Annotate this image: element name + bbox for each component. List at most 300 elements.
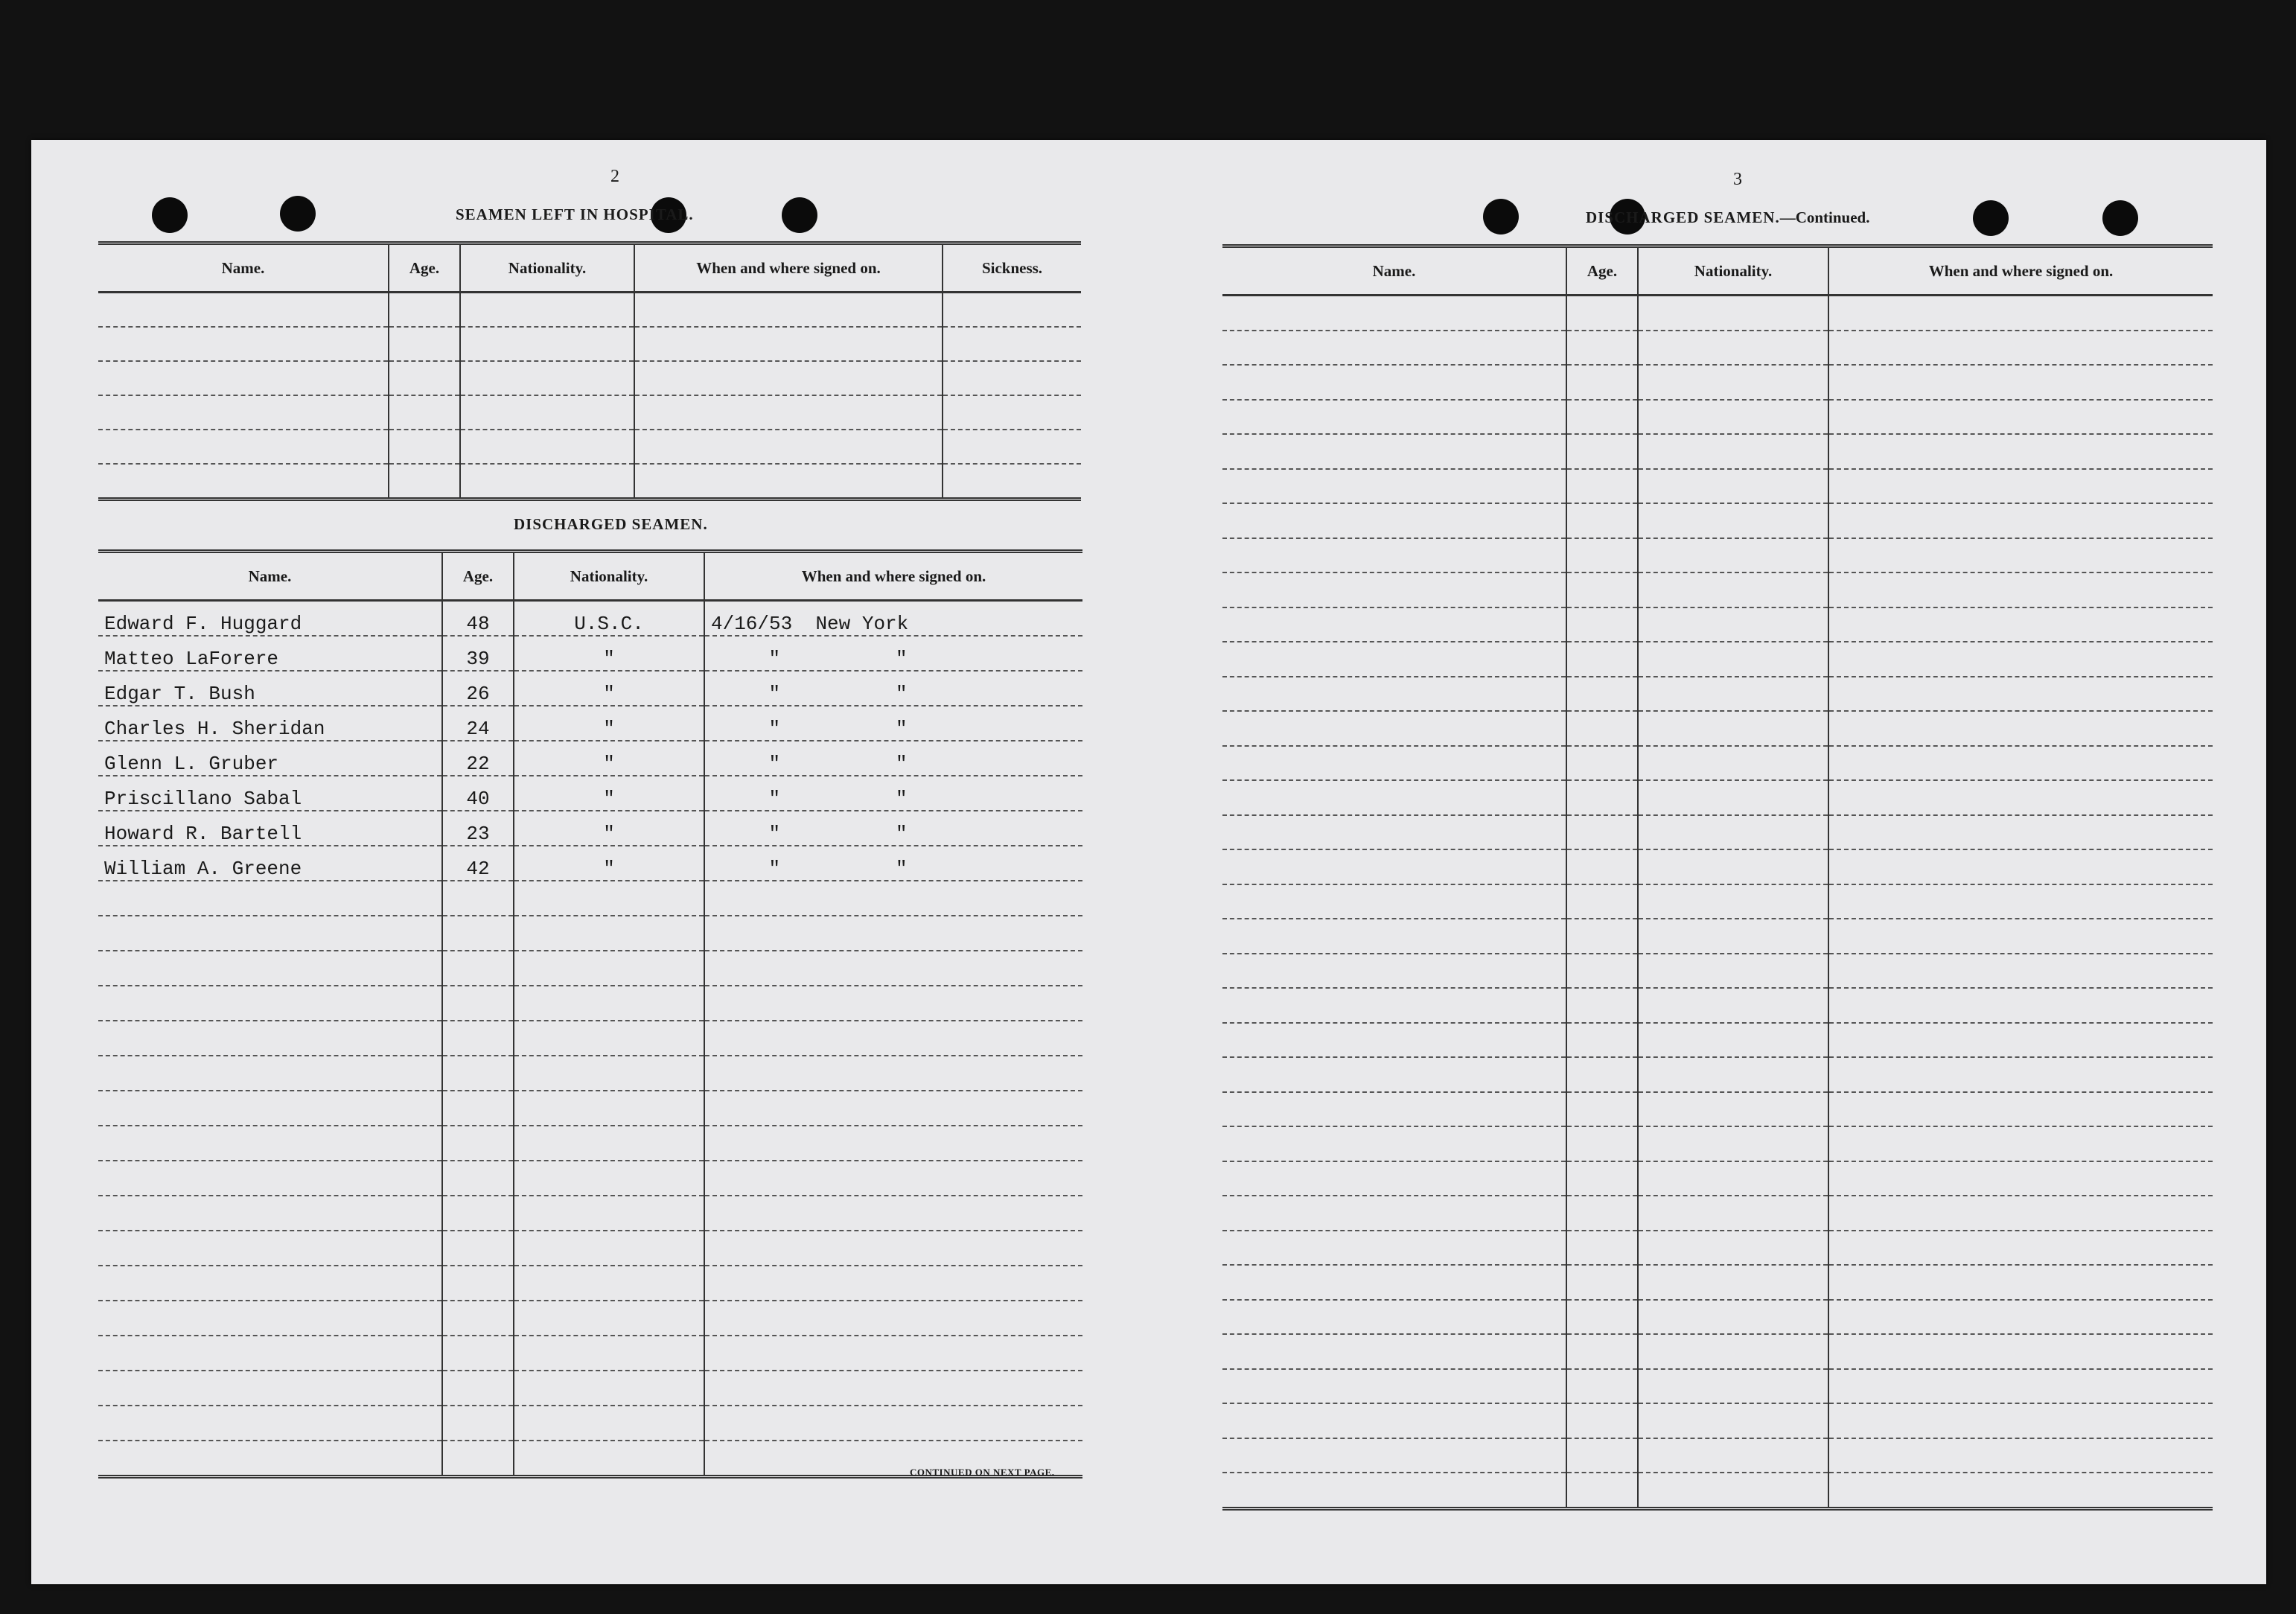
empty-table-row <box>1222 677 2213 712</box>
empty-table-row <box>1222 1300 2213 1335</box>
discharged-table <box>98 549 1082 1479</box>
continued-header-row <box>1222 246 2213 296</box>
empty-table-row <box>98 951 1082 986</box>
seaman-signed-on <box>704 671 1082 706</box>
empty-cell <box>1222 1403 1566 1438</box>
seaman-nationality: " <box>514 671 704 706</box>
empty-table-row <box>1222 849 2213 884</box>
empty-cell <box>98 1091 442 1126</box>
seaman-name: Glenn L. Gruber <box>98 741 442 776</box>
seaman-signed-on <box>704 776 1082 811</box>
seaman-nationality: " <box>514 776 704 811</box>
empty-cell <box>514 986 704 1021</box>
empty-cell <box>98 881 442 916</box>
empty-cell <box>704 1266 1082 1301</box>
empty-cell <box>1222 365 1566 400</box>
empty-cell <box>98 395 389 430</box>
empty-cell <box>1828 1334 2213 1369</box>
table-row <box>98 601 1082 637</box>
empty-cell <box>98 1021 442 1056</box>
empty-cell <box>1828 538 2213 573</box>
seaman-signed-on <box>704 846 1082 881</box>
empty-cell <box>1638 607 1828 642</box>
empty-cell <box>1222 331 1566 366</box>
empty-table-row <box>98 293 1081 328</box>
empty-cell <box>704 1091 1082 1126</box>
empty-table-row <box>1222 1092 2213 1127</box>
empty-cell <box>704 1406 1082 1441</box>
col-name-header: Name. <box>248 567 292 585</box>
empty-cell <box>634 327 943 361</box>
empty-cell <box>1638 711 1828 746</box>
empty-cell <box>1828 1265 2213 1300</box>
col-name-header: Name. <box>221 258 265 277</box>
empty-cell <box>98 1126 442 1161</box>
empty-cell <box>704 1161 1082 1196</box>
empty-cell <box>1638 503 1828 538</box>
seaman-nationality: U.S.C. <box>514 601 704 637</box>
empty-table-row <box>1222 815 2213 850</box>
empty-cell <box>1222 572 1566 607</box>
empty-cell <box>1638 849 1828 884</box>
empty-cell <box>1828 711 2213 746</box>
empty-cell <box>1222 884 1566 919</box>
col-name-header: Name. <box>1372 261 1416 280</box>
empty-table-row <box>1222 884 2213 919</box>
empty-cell <box>98 1231 442 1266</box>
empty-table-row <box>98 1336 1082 1371</box>
empty-cell <box>389 361 460 395</box>
empty-cell <box>1828 1023 2213 1058</box>
empty-table-row <box>98 1091 1082 1126</box>
empty-cell <box>98 1371 442 1406</box>
empty-cell <box>1566 815 1638 850</box>
empty-cell <box>389 327 460 361</box>
empty-cell <box>1828 572 2213 607</box>
empty-cell <box>98 1266 442 1301</box>
empty-table-row <box>1222 503 2213 538</box>
empty-cell <box>1566 711 1638 746</box>
seaman-name: William A. Greene <box>98 846 442 881</box>
empty-cell <box>442 1336 514 1371</box>
empty-cell <box>1638 642 1828 677</box>
empty-cell <box>1566 607 1638 642</box>
empty-cell <box>1638 365 1828 400</box>
empty-cell <box>704 1301 1082 1336</box>
empty-cell <box>1828 607 2213 642</box>
page-number: 2 <box>610 167 619 186</box>
empty-cell <box>1566 1438 1638 1473</box>
empty-cell <box>1222 1057 1566 1092</box>
empty-cell <box>704 986 1082 1021</box>
table-row <box>98 811 1082 846</box>
seaman-signed-on <box>704 811 1082 846</box>
seaman-age: 22 <box>442 741 514 776</box>
empty-table-row <box>98 395 1081 430</box>
empty-cell <box>98 1441 442 1477</box>
empty-table-row <box>1222 1161 2213 1196</box>
empty-cell <box>1638 815 1828 850</box>
empty-cell <box>1222 503 1566 538</box>
empty-table-row <box>1222 746 2213 781</box>
empty-cell <box>1828 884 2213 919</box>
empty-table-row <box>1222 572 2213 607</box>
signed-place: " <box>895 718 908 740</box>
empty-table-row <box>98 464 1081 500</box>
empty-cell <box>1828 503 2213 538</box>
empty-cell <box>1222 988 1566 1023</box>
signed-place: " <box>895 823 908 845</box>
empty-cell <box>1638 1334 1828 1369</box>
empty-cell <box>1222 1161 1566 1196</box>
empty-cell <box>1222 780 1566 815</box>
empty-cell <box>1566 296 1638 331</box>
empty-table-row <box>1222 434 2213 469</box>
empty-cell <box>1828 1473 2213 1508</box>
seaman-age: 40 <box>442 776 514 811</box>
empty-cell <box>1566 884 1638 919</box>
empty-cell <box>1222 607 1566 642</box>
col-nationality-header: Nationality. <box>1638 246 1828 296</box>
empty-cell <box>1828 331 2213 366</box>
empty-cell <box>1566 1092 1638 1127</box>
empty-cell <box>1828 1126 2213 1161</box>
empty-cell <box>1638 884 1828 919</box>
empty-cell <box>1566 1334 1638 1369</box>
empty-table-row <box>98 1161 1082 1196</box>
empty-cell <box>514 1441 704 1477</box>
empty-cell <box>442 1056 514 1091</box>
col-signed-on-header: When and where signed on. <box>704 552 1082 601</box>
empty-table-row <box>1222 919 2213 954</box>
empty-table-row <box>1222 1473 2213 1508</box>
signed-place: " <box>895 648 908 670</box>
empty-table-row <box>1222 642 2213 677</box>
empty-cell <box>98 464 389 500</box>
empty-cell <box>1566 1369 1638 1404</box>
col-sickness-header: Sickness. <box>943 243 1081 293</box>
empty-cell <box>1566 746 1638 781</box>
empty-cell <box>1828 400 2213 435</box>
empty-cell <box>1828 1300 2213 1335</box>
col-nationality-header: Nationality. <box>514 552 704 601</box>
empty-table-row <box>1222 1334 2213 1369</box>
empty-cell <box>1828 1231 2213 1266</box>
empty-cell <box>98 327 389 361</box>
empty-cell <box>1222 1473 1566 1508</box>
empty-cell <box>442 916 514 951</box>
empty-table-row <box>1222 607 2213 642</box>
empty-cell <box>1828 746 2213 781</box>
empty-cell <box>442 1126 514 1161</box>
empty-table-row <box>98 916 1082 951</box>
empty-cell <box>1828 434 2213 469</box>
empty-cell <box>460 430 634 464</box>
empty-table-row <box>98 986 1082 1021</box>
empty-table-row <box>1222 954 2213 989</box>
left-page <box>98 167 1118 1569</box>
empty-cell <box>704 1336 1082 1371</box>
empty-cell <box>1828 1438 2213 1473</box>
signed-date: " <box>768 648 781 670</box>
empty-cell <box>1638 1161 1828 1196</box>
table-row <box>98 706 1082 741</box>
empty-cell <box>1566 677 1638 712</box>
empty-cell <box>1638 331 1828 366</box>
empty-cell <box>704 1021 1082 1056</box>
col-age-header: Age. <box>1566 246 1638 296</box>
empty-cell <box>1828 469 2213 504</box>
empty-cell <box>1566 1126 1638 1161</box>
empty-cell <box>1828 954 2213 989</box>
seaman-age: 39 <box>442 636 514 671</box>
empty-cell <box>460 395 634 430</box>
empty-cell <box>1638 746 1828 781</box>
empty-cell <box>1222 919 1566 954</box>
empty-cell <box>514 1371 704 1406</box>
empty-cell <box>1638 1023 1828 1058</box>
seaman-name: Charles H. Sheridan <box>98 706 442 741</box>
empty-cell <box>1638 434 1828 469</box>
seaman-nationality: " <box>514 811 704 846</box>
empty-cell <box>1222 815 1566 850</box>
empty-table-row <box>1222 1023 2213 1058</box>
empty-cell <box>1828 849 2213 884</box>
seaman-nationality: " <box>514 636 704 671</box>
empty-cell <box>1566 1265 1638 1300</box>
col-age-header: Age. <box>442 552 514 601</box>
empty-table-row <box>1222 1403 2213 1438</box>
empty-cell <box>1566 1231 1638 1266</box>
empty-table-row <box>1222 711 2213 746</box>
empty-cell <box>442 1371 514 1406</box>
empty-cell <box>98 1406 442 1441</box>
seaman-name: Howard R. Bartell <box>98 811 442 846</box>
empty-cell <box>704 1231 1082 1266</box>
empty-cell <box>1566 1300 1638 1335</box>
empty-cell <box>1828 1161 2213 1196</box>
seaman-age: 23 <box>442 811 514 846</box>
empty-cell <box>1222 1196 1566 1231</box>
empty-cell <box>1222 954 1566 989</box>
empty-cell <box>1566 538 1638 573</box>
empty-cell <box>98 951 442 986</box>
empty-cell <box>1638 1196 1828 1231</box>
section-title-suffix: —Continued. <box>1779 208 1870 226</box>
empty-cell <box>1638 469 1828 504</box>
empty-cell <box>1222 1334 1566 1369</box>
empty-cell <box>704 916 1082 951</box>
empty-cell <box>442 1021 514 1056</box>
empty-cell <box>1638 954 1828 989</box>
empty-cell <box>1638 1057 1828 1092</box>
empty-cell <box>1828 988 2213 1023</box>
empty-cell <box>389 464 460 500</box>
empty-cell <box>1566 780 1638 815</box>
empty-table-row <box>98 361 1081 395</box>
seaman-name: Edward F. Huggard <box>98 601 442 637</box>
empty-cell <box>1222 1265 1566 1300</box>
empty-table-row <box>98 1231 1082 1266</box>
empty-table-row <box>1222 469 2213 504</box>
hospital-section-title: SEAMEN LEFT IN HOSPITAL. <box>456 205 694 223</box>
empty-cell <box>943 395 1081 430</box>
empty-cell <box>98 1056 442 1091</box>
empty-cell <box>1222 711 1566 746</box>
empty-cell <box>1828 919 2213 954</box>
empty-cell <box>1566 1161 1638 1196</box>
page-number: 3 <box>1733 170 1742 189</box>
empty-cell <box>460 293 634 328</box>
empty-cell <box>460 464 634 500</box>
signed-place: New York <box>815 613 909 635</box>
discharged-continued-title <box>1586 208 1869 227</box>
col-signed-on-header: When and where signed on. <box>1828 246 2213 296</box>
empty-cell <box>1566 331 1638 366</box>
empty-cell <box>1566 988 1638 1023</box>
empty-cell <box>943 430 1081 464</box>
discharged-section-title: DISCHARGED SEAMEN. <box>514 515 708 533</box>
empty-table-row <box>1222 296 2213 331</box>
empty-cell <box>1828 1369 2213 1404</box>
empty-table-row <box>98 1266 1082 1301</box>
empty-cell <box>1222 400 1566 435</box>
empty-cell <box>1566 919 1638 954</box>
seaman-nationality: " <box>514 741 704 776</box>
empty-cell <box>514 1231 704 1266</box>
empty-table-row <box>1222 1196 2213 1231</box>
empty-cell <box>1638 572 1828 607</box>
empty-cell <box>514 1021 704 1056</box>
empty-cell <box>1222 469 1566 504</box>
empty-table-row <box>98 1056 1082 1091</box>
empty-cell <box>1638 1231 1828 1266</box>
table-row <box>98 636 1082 671</box>
empty-cell <box>442 881 514 916</box>
empty-cell <box>943 464 1081 500</box>
empty-cell <box>514 1126 704 1161</box>
empty-table-row <box>1222 365 2213 400</box>
empty-cell <box>442 986 514 1021</box>
empty-cell <box>389 430 460 464</box>
col-signed-on-header: When and where signed on. <box>634 243 943 293</box>
signed-date: " <box>768 753 781 775</box>
empty-cell <box>1638 988 1828 1023</box>
empty-cell <box>704 951 1082 986</box>
empty-cell <box>1566 1023 1638 1058</box>
empty-cell <box>514 1301 704 1336</box>
empty-cell <box>98 361 389 395</box>
empty-cell <box>704 1371 1082 1406</box>
empty-cell <box>1566 1473 1638 1508</box>
empty-table-row <box>1222 1438 2213 1473</box>
empty-cell <box>98 1336 442 1371</box>
hospital-table <box>98 241 1081 501</box>
empty-cell <box>1638 296 1828 331</box>
empty-table-row <box>98 327 1081 361</box>
empty-cell <box>1566 1057 1638 1092</box>
seaman-signed-on <box>704 741 1082 776</box>
empty-cell <box>514 1091 704 1126</box>
empty-cell <box>1222 1300 1566 1335</box>
empty-cell <box>1638 677 1828 712</box>
empty-cell <box>98 1161 442 1196</box>
table-row <box>98 741 1082 776</box>
seaman-name: Priscillano Sabal <box>98 776 442 811</box>
empty-cell <box>1828 642 2213 677</box>
empty-cell <box>1638 400 1828 435</box>
empty-cell <box>98 986 442 1021</box>
empty-cell <box>1638 1438 1828 1473</box>
signed-place: " <box>895 858 908 880</box>
empty-cell <box>1222 677 1566 712</box>
empty-cell <box>704 1126 1082 1161</box>
empty-cell <box>514 881 704 916</box>
hospital-header-row <box>98 243 1081 293</box>
table-row <box>98 846 1082 881</box>
empty-cell <box>1828 1057 2213 1092</box>
empty-cell <box>442 1441 514 1477</box>
signed-date: " <box>768 683 781 705</box>
empty-cell <box>389 395 460 430</box>
signed-place: " <box>895 788 908 810</box>
empty-cell <box>1828 677 2213 712</box>
empty-table-row <box>98 1021 1082 1056</box>
empty-cell <box>1638 538 1828 573</box>
seaman-signed-on <box>704 601 1082 637</box>
empty-table-row <box>1222 1126 2213 1161</box>
empty-cell <box>634 464 943 500</box>
seaman-name: Edgar T. Bush <box>98 671 442 706</box>
col-age-header: Age. <box>389 243 460 293</box>
seaman-age: 26 <box>442 671 514 706</box>
seaman-signed-on <box>704 706 1082 741</box>
empty-cell <box>514 1161 704 1196</box>
empty-cell <box>1222 538 1566 573</box>
empty-table-row <box>98 1196 1082 1231</box>
empty-cell <box>514 951 704 986</box>
empty-table-row <box>98 1126 1082 1161</box>
empty-table-row <box>98 1301 1082 1336</box>
empty-cell <box>442 1161 514 1196</box>
empty-cell <box>460 327 634 361</box>
empty-cell <box>1566 434 1638 469</box>
seaman-nationality: " <box>514 846 704 881</box>
empty-cell <box>1222 1023 1566 1058</box>
seaman-age: 24 <box>442 706 514 741</box>
empty-table-row <box>1222 538 2213 573</box>
seaman-signed-on <box>704 636 1082 671</box>
empty-cell <box>442 1266 514 1301</box>
right-page <box>1222 170 2235 1569</box>
empty-cell <box>389 293 460 328</box>
empty-cell <box>1566 469 1638 504</box>
empty-cell <box>1566 503 1638 538</box>
signed-date: " <box>768 788 781 810</box>
empty-table-row <box>1222 1231 2213 1266</box>
empty-cell <box>1828 780 2213 815</box>
empty-cell <box>1828 1092 2213 1127</box>
empty-cell <box>1828 1403 2213 1438</box>
empty-cell <box>442 1091 514 1126</box>
empty-table-row <box>1222 780 2213 815</box>
empty-cell <box>634 361 943 395</box>
empty-cell <box>98 293 389 328</box>
empty-cell <box>1638 1403 1828 1438</box>
form-sheet <box>31 140 2266 1584</box>
empty-cell <box>98 1301 442 1336</box>
empty-cell <box>1828 1196 2213 1231</box>
